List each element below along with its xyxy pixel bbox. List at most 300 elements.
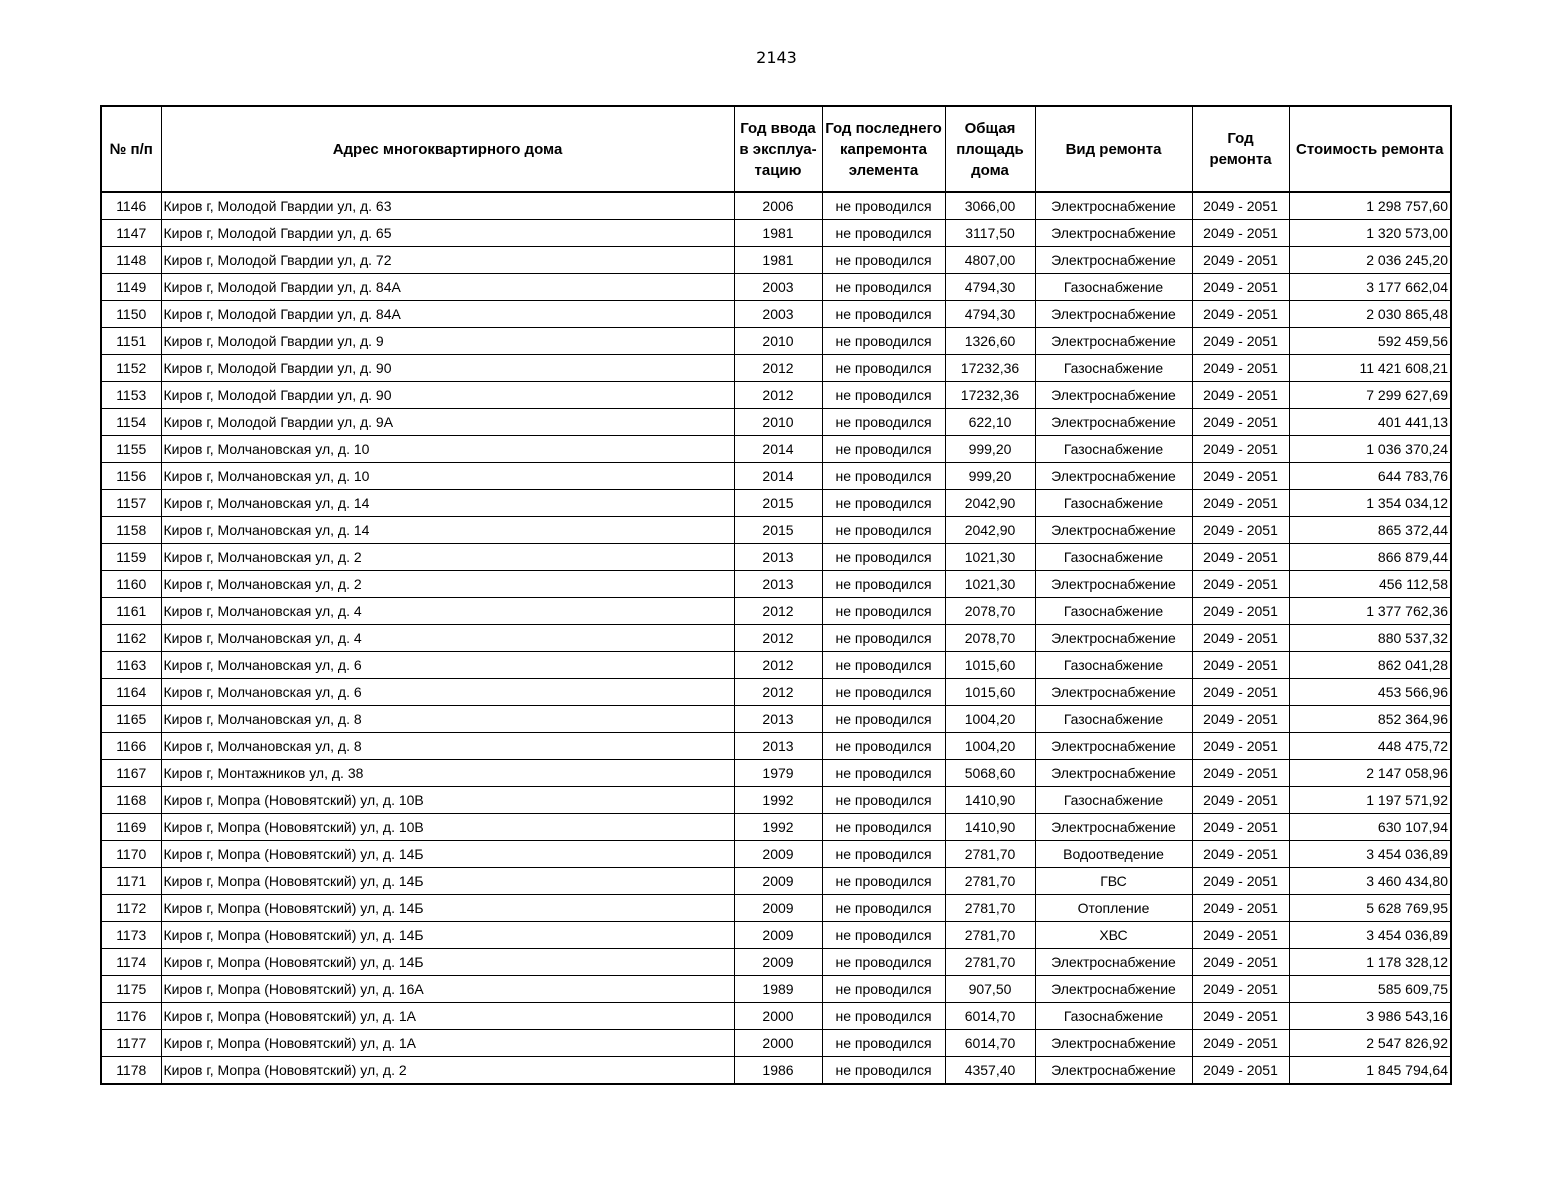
header-total-area: Общая площадь дома: [945, 106, 1035, 192]
cell-total-area: 6014,70: [945, 1003, 1035, 1030]
cell-repair-cost: 1 377 762,36: [1289, 598, 1451, 625]
cell-row-number: 1150: [101, 301, 161, 328]
cell-repair-cost: 2 147 058,96: [1289, 760, 1451, 787]
cell-repair-cost: 1 197 571,92: [1289, 787, 1451, 814]
cell-row-number: 1149: [101, 274, 161, 301]
cell-row-number: 1167: [101, 760, 161, 787]
table-row: [101, 841, 1451, 868]
header-repair-type: Вид ремонта: [1035, 106, 1192, 192]
cell-repair-year: 2049 - 2051: [1192, 490, 1289, 517]
cell-last-repair: не проводился: [822, 490, 945, 517]
cell-repair-year: 2049 - 2051: [1192, 598, 1289, 625]
cell-commission-year: 2009: [734, 841, 822, 868]
table-row: [101, 490, 1451, 517]
cell-repair-year: 2049 - 2051: [1192, 355, 1289, 382]
cell-address: Киров г, Мопра (Нововятский) ул, д. 10В: [161, 787, 734, 814]
cell-last-repair: не проводился: [822, 544, 945, 571]
cell-last-repair: не проводился: [822, 328, 945, 355]
cell-address: Киров г, Молодой Гвардии ул, д. 90: [161, 355, 734, 382]
cell-repair-type: Электроснабжение: [1035, 517, 1192, 544]
cell-repair-year: 2049 - 2051: [1192, 895, 1289, 922]
cell-last-repair: не проводился: [822, 841, 945, 868]
table-row: [101, 625, 1451, 652]
cell-commission-year: 2009: [734, 868, 822, 895]
header-last-repair-year: Год последнего капремонта элемента: [822, 106, 945, 192]
cell-address: Киров г, Мопра (Нововятский) ул, д. 2: [161, 1057, 734, 1085]
cell-repair-type: Электроснабжение: [1035, 976, 1192, 1003]
cell-commission-year: 2006: [734, 192, 822, 220]
cell-address: Киров г, Молодой Гвардии ул, д. 9: [161, 328, 734, 355]
cell-row-number: 1177: [101, 1030, 161, 1057]
cell-repair-cost: 456 112,58: [1289, 571, 1451, 598]
cell-repair-year: 2049 - 2051: [1192, 571, 1289, 598]
cell-repair-type: Электроснабжение: [1035, 247, 1192, 274]
cell-repair-year: 2049 - 2051: [1192, 436, 1289, 463]
cell-repair-year: 2049 - 2051: [1192, 787, 1289, 814]
cell-total-area: 2781,70: [945, 922, 1035, 949]
cell-last-repair: не проводился: [822, 706, 945, 733]
cell-last-repair: не проводился: [822, 976, 945, 1003]
table-row: [101, 409, 1451, 436]
cell-repair-type: Электроснабжение: [1035, 1030, 1192, 1057]
cell-repair-year: 2049 - 2051: [1192, 922, 1289, 949]
table-row: [101, 301, 1451, 328]
cell-total-area: 1015,60: [945, 679, 1035, 706]
cell-row-number: 1172: [101, 895, 161, 922]
cell-row-number: 1159: [101, 544, 161, 571]
cell-commission-year: 2015: [734, 490, 822, 517]
cell-commission-year: 2013: [734, 544, 822, 571]
cell-last-repair: не проводился: [822, 301, 945, 328]
cell-last-repair: не проводился: [822, 220, 945, 247]
cell-row-number: 1166: [101, 733, 161, 760]
table-row: [101, 463, 1451, 490]
cell-repair-cost: 1 354 034,12: [1289, 490, 1451, 517]
table-row: [101, 1057, 1451, 1085]
cell-row-number: 1178: [101, 1057, 161, 1085]
cell-commission-year: 1981: [734, 220, 822, 247]
table-row: [101, 733, 1451, 760]
cell-repair-type: Электроснабжение: [1035, 463, 1192, 490]
cell-repair-type: Электроснабжение: [1035, 814, 1192, 841]
cell-address: Киров г, Мопра (Нововятский) ул, д. 10В: [161, 814, 734, 841]
cell-repair-type: Электроснабжение: [1035, 571, 1192, 598]
cell-repair-year: 2049 - 2051: [1192, 625, 1289, 652]
cell-repair-cost: 1 845 794,64: [1289, 1057, 1451, 1085]
cell-row-number: 1170: [101, 841, 161, 868]
cell-repair-year: 2049 - 2051: [1192, 274, 1289, 301]
cell-commission-year: 2010: [734, 409, 822, 436]
cell-last-repair: не проводился: [822, 895, 945, 922]
cell-repair-year: 2049 - 2051: [1192, 544, 1289, 571]
cell-repair-type: Электроснабжение: [1035, 760, 1192, 787]
cell-repair-year: 2049 - 2051: [1192, 247, 1289, 274]
cell-repair-type: Газоснабжение: [1035, 355, 1192, 382]
cell-last-repair: не проводился: [822, 949, 945, 976]
cell-row-number: 1158: [101, 517, 161, 544]
cell-repair-year: 2049 - 2051: [1192, 382, 1289, 409]
cell-repair-year: 2049 - 2051: [1192, 679, 1289, 706]
cell-last-repair: не проводился: [822, 652, 945, 679]
cell-commission-year: 2012: [734, 679, 822, 706]
cell-last-repair: не проводился: [822, 192, 945, 220]
cell-last-repair: не проводился: [822, 598, 945, 625]
cell-row-number: 1148: [101, 247, 161, 274]
cell-commission-year: 2013: [734, 706, 822, 733]
cell-last-repair: не проводился: [822, 274, 945, 301]
cell-total-area: 2781,70: [945, 895, 1035, 922]
cell-repair-type: Газоснабжение: [1035, 652, 1192, 679]
cell-repair-year: 2049 - 2051: [1192, 652, 1289, 679]
cell-repair-cost: 3 454 036,89: [1289, 841, 1451, 868]
cell-repair-year: 2049 - 2051: [1192, 760, 1289, 787]
cell-address: Киров г, Молодой Гвардии ул, д. 9А: [161, 409, 734, 436]
cell-row-number: 1157: [101, 490, 161, 517]
cell-last-repair: не проводился: [822, 409, 945, 436]
cell-total-area: 2781,70: [945, 868, 1035, 895]
cell-total-area: 622,10: [945, 409, 1035, 436]
cell-repair-cost: 644 783,76: [1289, 463, 1451, 490]
cell-row-number: 1171: [101, 868, 161, 895]
cell-last-repair: не проводился: [822, 733, 945, 760]
cell-repair-year: 2049 - 2051: [1192, 463, 1289, 490]
cell-address: Киров г, Молчановская ул, д. 4: [161, 625, 734, 652]
table-row: [101, 652, 1451, 679]
cell-last-repair: не проводился: [822, 571, 945, 598]
table-row: [101, 949, 1451, 976]
cell-address: Киров г, Молчановская ул, д. 10: [161, 463, 734, 490]
cell-commission-year: 1981: [734, 247, 822, 274]
cell-total-area: 1410,90: [945, 814, 1035, 841]
cell-commission-year: 1979: [734, 760, 822, 787]
table-row: [101, 1030, 1451, 1057]
cell-total-area: 4794,30: [945, 301, 1035, 328]
cell-repair-type: Водоотведение: [1035, 841, 1192, 868]
header-commission-year: Год ввода в эксплуа-тацию: [734, 106, 822, 192]
table-row: [101, 436, 1451, 463]
cell-commission-year: 2003: [734, 274, 822, 301]
cell-row-number: 1156: [101, 463, 161, 490]
table-row: [101, 382, 1451, 409]
cell-address: Киров г, Молодой Гвардии ул, д. 84А: [161, 301, 734, 328]
cell-total-area: 4794,30: [945, 274, 1035, 301]
cell-last-repair: не проводился: [822, 355, 945, 382]
cell-repair-cost: 862 041,28: [1289, 652, 1451, 679]
cell-commission-year: 2012: [734, 355, 822, 382]
cell-repair-type: Газоснабжение: [1035, 706, 1192, 733]
cell-row-number: 1160: [101, 571, 161, 598]
header-row-number: № п/п: [101, 106, 161, 192]
cell-repair-cost: 3 460 434,80: [1289, 868, 1451, 895]
cell-address: Киров г, Мопра (Нововятский) ул, д. 1А: [161, 1003, 734, 1030]
cell-total-area: 4357,40: [945, 1057, 1035, 1085]
cell-address: Киров г, Мопра (Нововятский) ул, д. 16А: [161, 976, 734, 1003]
cell-address: Киров г, Молчановская ул, д. 8: [161, 706, 734, 733]
cell-address: Киров г, Молодой Гвардии ул, д. 72: [161, 247, 734, 274]
table-row: [101, 598, 1451, 625]
cell-address: Киров г, Мопра (Нововятский) ул, д. 14Б: [161, 868, 734, 895]
table-row: [101, 814, 1451, 841]
cell-total-area: 1021,30: [945, 544, 1035, 571]
cell-total-area: 6014,70: [945, 1030, 1035, 1057]
table-row: [101, 922, 1451, 949]
cell-repair-type: Электроснабжение: [1035, 409, 1192, 436]
cell-commission-year: 1986: [734, 1057, 822, 1085]
cell-repair-type: Электроснабжение: [1035, 625, 1192, 652]
cell-repair-cost: 2 036 245,20: [1289, 247, 1451, 274]
cell-address: Киров г, Молчановская ул, д. 6: [161, 652, 734, 679]
cell-row-number: 1169: [101, 814, 161, 841]
cell-repair-cost: 7 299 627,69: [1289, 382, 1451, 409]
cell-row-number: 1153: [101, 382, 161, 409]
table-row: [101, 328, 1451, 355]
cell-total-area: 2078,70: [945, 625, 1035, 652]
cell-repair-year: 2049 - 2051: [1192, 706, 1289, 733]
cell-commission-year: 2012: [734, 598, 822, 625]
cell-last-repair: не проводился: [822, 247, 945, 274]
cell-address: Киров г, Молчановская ул, д. 4: [161, 598, 734, 625]
table-row: [101, 274, 1451, 301]
table-row: [101, 247, 1451, 274]
cell-total-area: 4807,00: [945, 247, 1035, 274]
table-row: [101, 517, 1451, 544]
cell-repair-type: Электроснабжение: [1035, 220, 1192, 247]
cell-repair-cost: 865 372,44: [1289, 517, 1451, 544]
cell-commission-year: 1989: [734, 976, 822, 1003]
table-row: [101, 895, 1451, 922]
cell-total-area: 907,50: [945, 976, 1035, 1003]
cell-repair-cost: 880 537,32: [1289, 625, 1451, 652]
cell-last-repair: не проводился: [822, 463, 945, 490]
cell-repair-cost: 3 986 543,16: [1289, 1003, 1451, 1030]
cell-total-area: 1326,60: [945, 328, 1035, 355]
cell-commission-year: 2009: [734, 949, 822, 976]
cell-row-number: 1146: [101, 192, 161, 220]
cell-total-area: 2781,70: [945, 949, 1035, 976]
cell-address: Киров г, Молчановская ул, д. 6: [161, 679, 734, 706]
cell-repair-year: 2049 - 2051: [1192, 868, 1289, 895]
cell-repair-cost: 3 454 036,89: [1289, 922, 1451, 949]
cell-total-area: 1021,30: [945, 571, 1035, 598]
cell-address: Киров г, Мопра (Нововятский) ул, д. 14Б: [161, 841, 734, 868]
cell-address: Киров г, Молчановская ул, д. 10: [161, 436, 734, 463]
cell-address: Киров г, Молчановская ул, д. 8: [161, 733, 734, 760]
cell-total-area: 2042,90: [945, 517, 1035, 544]
header-repair-year: Год ремонта: [1192, 106, 1289, 192]
cell-row-number: 1154: [101, 409, 161, 436]
cell-repair-cost: 630 107,94: [1289, 814, 1451, 841]
cell-address: Киров г, Молчановская ул, д. 14: [161, 490, 734, 517]
cell-last-repair: не проводился: [822, 679, 945, 706]
cell-total-area: 999,20: [945, 463, 1035, 490]
cell-repair-year: 2049 - 2051: [1192, 733, 1289, 760]
cell-commission-year: 2000: [734, 1030, 822, 1057]
cell-total-area: 17232,36: [945, 382, 1035, 409]
page-number: 2143: [756, 48, 797, 67]
cell-repair-year: 2049 - 2051: [1192, 192, 1289, 220]
cell-address: Киров г, Молодой Гвардии ул, д. 84А: [161, 274, 734, 301]
cell-address: Киров г, Мопра (Нововятский) ул, д. 14Б: [161, 895, 734, 922]
cell-address: Киров г, Молчановская ул, д. 14: [161, 517, 734, 544]
cell-repair-type: Электроснабжение: [1035, 301, 1192, 328]
cell-repair-type: Отопление: [1035, 895, 1192, 922]
table-row: [101, 544, 1451, 571]
cell-repair-type: Электроснабжение: [1035, 328, 1192, 355]
cell-address: Киров г, Мопра (Нововятский) ул, д. 14Б: [161, 949, 734, 976]
cell-repair-year: 2049 - 2051: [1192, 949, 1289, 976]
cell-repair-year: 2049 - 2051: [1192, 409, 1289, 436]
cell-total-area: 17232,36: [945, 355, 1035, 382]
cell-repair-cost: 3 177 662,04: [1289, 274, 1451, 301]
cell-repair-type: Электроснабжение: [1035, 733, 1192, 760]
header-repair-cost: Стоимость ремонта: [1289, 106, 1451, 192]
cell-total-area: 5068,60: [945, 760, 1035, 787]
cell-repair-type: Газоснабжение: [1035, 787, 1192, 814]
cell-row-number: 1155: [101, 436, 161, 463]
cell-total-area: 999,20: [945, 436, 1035, 463]
cell-repair-type: Электроснабжение: [1035, 192, 1192, 220]
cell-repair-cost: 2 030 865,48: [1289, 301, 1451, 328]
cell-address: Киров г, Мопра (Нововятский) ул, д. 14Б: [161, 922, 734, 949]
cell-row-number: 1163: [101, 652, 161, 679]
cell-row-number: 1175: [101, 976, 161, 1003]
cell-repair-cost: 866 879,44: [1289, 544, 1451, 571]
table-row: [101, 787, 1451, 814]
cell-last-repair: не проводился: [822, 814, 945, 841]
cell-total-area: 3066,00: [945, 192, 1035, 220]
cell-row-number: 1176: [101, 1003, 161, 1030]
table-row: [101, 679, 1451, 706]
cell-repair-year: 2049 - 2051: [1192, 220, 1289, 247]
cell-total-area: 2042,90: [945, 490, 1035, 517]
cell-repair-cost: 453 566,96: [1289, 679, 1451, 706]
cell-commission-year: 1992: [734, 814, 822, 841]
cell-last-repair: не проводился: [822, 922, 945, 949]
cell-address: Киров г, Мопра (Нововятский) ул, д. 1А: [161, 1030, 734, 1057]
cell-commission-year: 2009: [734, 922, 822, 949]
cell-repair-year: 2049 - 2051: [1192, 328, 1289, 355]
cell-row-number: 1168: [101, 787, 161, 814]
cell-repair-type: Электроснабжение: [1035, 949, 1192, 976]
cell-row-number: 1152: [101, 355, 161, 382]
table-row: [101, 220, 1451, 247]
cell-repair-cost: 2 547 826,92: [1289, 1030, 1451, 1057]
cell-last-repair: не проводился: [822, 1003, 945, 1030]
table-row: [101, 192, 1451, 220]
cell-row-number: 1162: [101, 625, 161, 652]
cell-last-repair: не проводился: [822, 760, 945, 787]
cell-row-number: 1165: [101, 706, 161, 733]
table-row: [101, 1003, 1451, 1030]
cell-repair-type: ХВС: [1035, 922, 1192, 949]
table-row: [101, 760, 1451, 787]
table-row: [101, 571, 1451, 598]
cell-commission-year: 2003: [734, 301, 822, 328]
cell-address: Киров г, Монтажников ул, д. 38: [161, 760, 734, 787]
table-row: [101, 976, 1451, 1003]
cell-total-area: 3117,50: [945, 220, 1035, 247]
cell-commission-year: 2013: [734, 571, 822, 598]
cell-row-number: 1173: [101, 922, 161, 949]
cell-last-repair: не проводился: [822, 517, 945, 544]
cell-repair-year: 2049 - 2051: [1192, 841, 1289, 868]
cell-row-number: 1147: [101, 220, 161, 247]
cell-repair-type: Электроснабжение: [1035, 679, 1192, 706]
cell-total-area: 2078,70: [945, 598, 1035, 625]
cell-row-number: 1174: [101, 949, 161, 976]
cell-last-repair: не проводился: [822, 625, 945, 652]
cell-total-area: 1004,20: [945, 733, 1035, 760]
cell-repair-cost: 5 628 769,95: [1289, 895, 1451, 922]
cell-repair-cost: 585 609,75: [1289, 976, 1451, 1003]
table-row: [101, 868, 1451, 895]
cell-repair-year: 2049 - 2051: [1192, 517, 1289, 544]
cell-repair-type: Газоснабжение: [1035, 544, 1192, 571]
cell-address: Киров г, Молодой Гвардии ул, д. 90: [161, 382, 734, 409]
cell-repair-cost: 852 364,96: [1289, 706, 1451, 733]
table-body: [101, 192, 1451, 1084]
cell-repair-type: Газоснабжение: [1035, 598, 1192, 625]
cell-total-area: 1015,60: [945, 652, 1035, 679]
cell-last-repair: не проводился: [822, 382, 945, 409]
cell-commission-year: 2000: [734, 1003, 822, 1030]
repair-register-table: [100, 105, 1452, 1085]
cell-address: Киров г, Молодой Гвардии ул, д. 65: [161, 220, 734, 247]
cell-total-area: 1410,90: [945, 787, 1035, 814]
cell-last-repair: не проводился: [822, 1057, 945, 1085]
cell-last-repair: не проводился: [822, 436, 945, 463]
cell-repair-cost: 1 320 573,00: [1289, 220, 1451, 247]
cell-repair-type: Газоснабжение: [1035, 274, 1192, 301]
cell-commission-year: 2012: [734, 382, 822, 409]
cell-commission-year: 2012: [734, 652, 822, 679]
cell-repair-year: 2049 - 2051: [1192, 1030, 1289, 1057]
cell-address: Киров г, Молчановская ул, д. 2: [161, 571, 734, 598]
cell-commission-year: 2015: [734, 517, 822, 544]
cell-row-number: 1151: [101, 328, 161, 355]
cell-repair-year: 2049 - 2051: [1192, 1003, 1289, 1030]
cell-commission-year: 1992: [734, 787, 822, 814]
cell-repair-year: 2049 - 2051: [1192, 301, 1289, 328]
cell-row-number: 1164: [101, 679, 161, 706]
cell-repair-year: 2049 - 2051: [1192, 976, 1289, 1003]
cell-repair-cost: 11 421 608,21: [1289, 355, 1451, 382]
cell-repair-type: Электроснабжение: [1035, 382, 1192, 409]
cell-row-number: 1161: [101, 598, 161, 625]
cell-repair-type: Электроснабжение: [1035, 1057, 1192, 1085]
cell-repair-cost: 1 178 328,12: [1289, 949, 1451, 976]
cell-repair-cost: 401 441,13: [1289, 409, 1451, 436]
cell-last-repair: не проводился: [822, 1030, 945, 1057]
cell-repair-type: Газоснабжение: [1035, 436, 1192, 463]
cell-address: Киров г, Молчановская ул, д. 2: [161, 544, 734, 571]
cell-commission-year: 2013: [734, 733, 822, 760]
cell-repair-type: Газоснабжение: [1035, 490, 1192, 517]
cell-total-area: 1004,20: [945, 706, 1035, 733]
cell-repair-year: 2049 - 2051: [1192, 1057, 1289, 1085]
cell-repair-cost: 592 459,56: [1289, 328, 1451, 355]
cell-repair-cost: 448 475,72: [1289, 733, 1451, 760]
cell-commission-year: 2014: [734, 436, 822, 463]
cell-repair-year: 2049 - 2051: [1192, 814, 1289, 841]
table-row: [101, 706, 1451, 733]
cell-repair-cost: 1 036 370,24: [1289, 436, 1451, 463]
cell-commission-year: 2014: [734, 463, 822, 490]
cell-commission-year: 2012: [734, 625, 822, 652]
cell-address: Киров г, Молодой Гвардии ул, д. 63: [161, 192, 734, 220]
cell-commission-year: 2009: [734, 895, 822, 922]
cell-repair-cost: 1 298 757,60: [1289, 192, 1451, 220]
